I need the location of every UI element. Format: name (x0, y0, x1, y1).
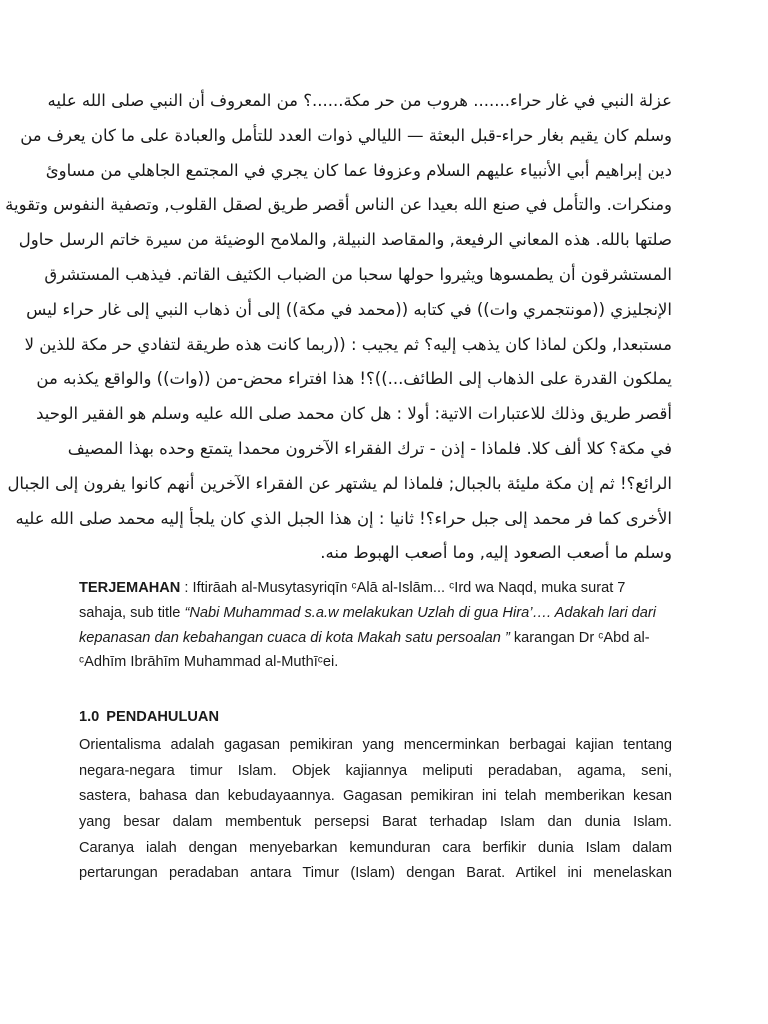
arabic-line: الإنجليزي ((مونتجمري وات)) في كتابه ((محمد في مكة)) إلى أن ذهاب النبي إلى غار حراء ليس (26, 299, 672, 319)
arabic-line: في مكة؟ كلا ألف كلا. فلماذا - إذن - ترك الفقراء الآخرون محمدا يتمتع وحده بهذا المصيف (67, 438, 672, 458)
body-line: Caranya ialah dengan menyebarkan kemunduran cara berfikir dunia Islam dalam (79, 839, 672, 856)
translation-subtitle: “Nabi Muhammad s.a.w melakukan Uzlah di gua Hira’…. Adakah lari dari kepanasan dan kebahangan cuaca di kota Makah satu persoalan ” (79, 604, 656, 646)
body-line: Orientalisma adalah gagasan pemikiran yang mencerminkan berbagai kajian tentang (79, 737, 672, 753)
body-line: pertarungan peradaban antara Timur (Islam) dengan Barat. Artikel ini menelaskan (79, 865, 672, 882)
arabic-line: ومنكرات. والتأمل في صنع الله بعيدا عن الناس أقصر طريق لصقل القلوب, وتصفية النفوس وتقوية (5, 195, 672, 215)
arabic-line: وسلم ما أصعب الصعود إليه, وما أصعب الهبوط منه. (320, 543, 672, 563)
body-paragraph (79, 733, 672, 887)
translation-author: karangan Dr ᶜAbd al-ᶜAdhīm Ibrāhīm Muhammad al-Muthīᶜei. (79, 629, 650, 671)
section-title: PENDAHULUAN (106, 709, 219, 725)
arabic-line: الرائع؟! ثم إن مكة مليئة بالجبال; فلماذا لم يشتهر عن الفقراء الآخرين أنهم كانوا يفرون إلى الجبال (7, 473, 672, 493)
arabic-line: عزلة النبي في غار حراء....... هروب من حر مكة......؟ من المعروف أن النبي صلى الله عليه (47, 91, 672, 110)
section-number: 1.0 (79, 709, 100, 725)
arabic-line: المستشرقون أن يطمسوها ويثيروا حولها سحبا من الضباب الكثيف القاتم. فيذهب المستشرق (44, 264, 672, 284)
arabic-line: يملكون القدرة على الذهاب إلى الطائف...))؟! هذا افتراء محض-من ((وات)) والواقع يكذبه من (36, 369, 672, 389)
body-line: negara-negara timur Islam. Objek kajiannya meliputi peradaban, agama, seni, (79, 762, 672, 779)
arabic-quote (5, 84, 672, 571)
translation-label: TERJEMAHAN (79, 580, 181, 596)
body-line: sastera, bahasa dan kebudayaannya. Gagasan pemikiran ini telah memberikan kesan (79, 788, 672, 805)
body-line: yang besar dalam membentuk persepsi Barat terhadap Islam dan dunia Islam. (79, 814, 672, 831)
arabic-line: صلتها بالله. هذه المعاني الرفيعة, والمقاصد النبيلة, والملامح الوضيئة من سيرة خاتم الرسل حاول (18, 230, 672, 250)
arabic-line: أقصر طريق وذلك للاعتبارات الاتية: أولا : هل كان محمد صلى الله عليه وسلم هو الفقير الوحيد (36, 404, 672, 424)
arabic-line: وسلم كان يقيم بغار حراء-قبل البعثة — الليالي ذوات العدد للتأمل والعبادة على ما كان يعرف من (20, 125, 672, 145)
translation-text: : Iftirāah al-Musytasyriqīn ᶜAlā al-Islām... ᶜIrd wa Naqd, muka surat 7 sahaja, sub title (79, 580, 626, 621)
arabic-line: دين إبراهيم أبي الأنبياء عليهم السلام وعزوفا عما كان يجري في المجتمع الجاهلي من مساوئ (45, 160, 672, 180)
arabic-line: مستبعدا, ولكن لماذا كان يذهب إليه؟ ثم يجيب : ((ربما كانت هذه طريقة لتفادي حر مكة للذين لا (24, 334, 672, 354)
translation-paragraph (79, 576, 672, 675)
section-heading (79, 706, 219, 728)
arabic-line: الأخرى كما فر محمد إلى جبل حراء؟! ثانيا : إن هذا الجبل الذي كان يلجأ إليه محمد صلى الله عليه (15, 508, 672, 528)
